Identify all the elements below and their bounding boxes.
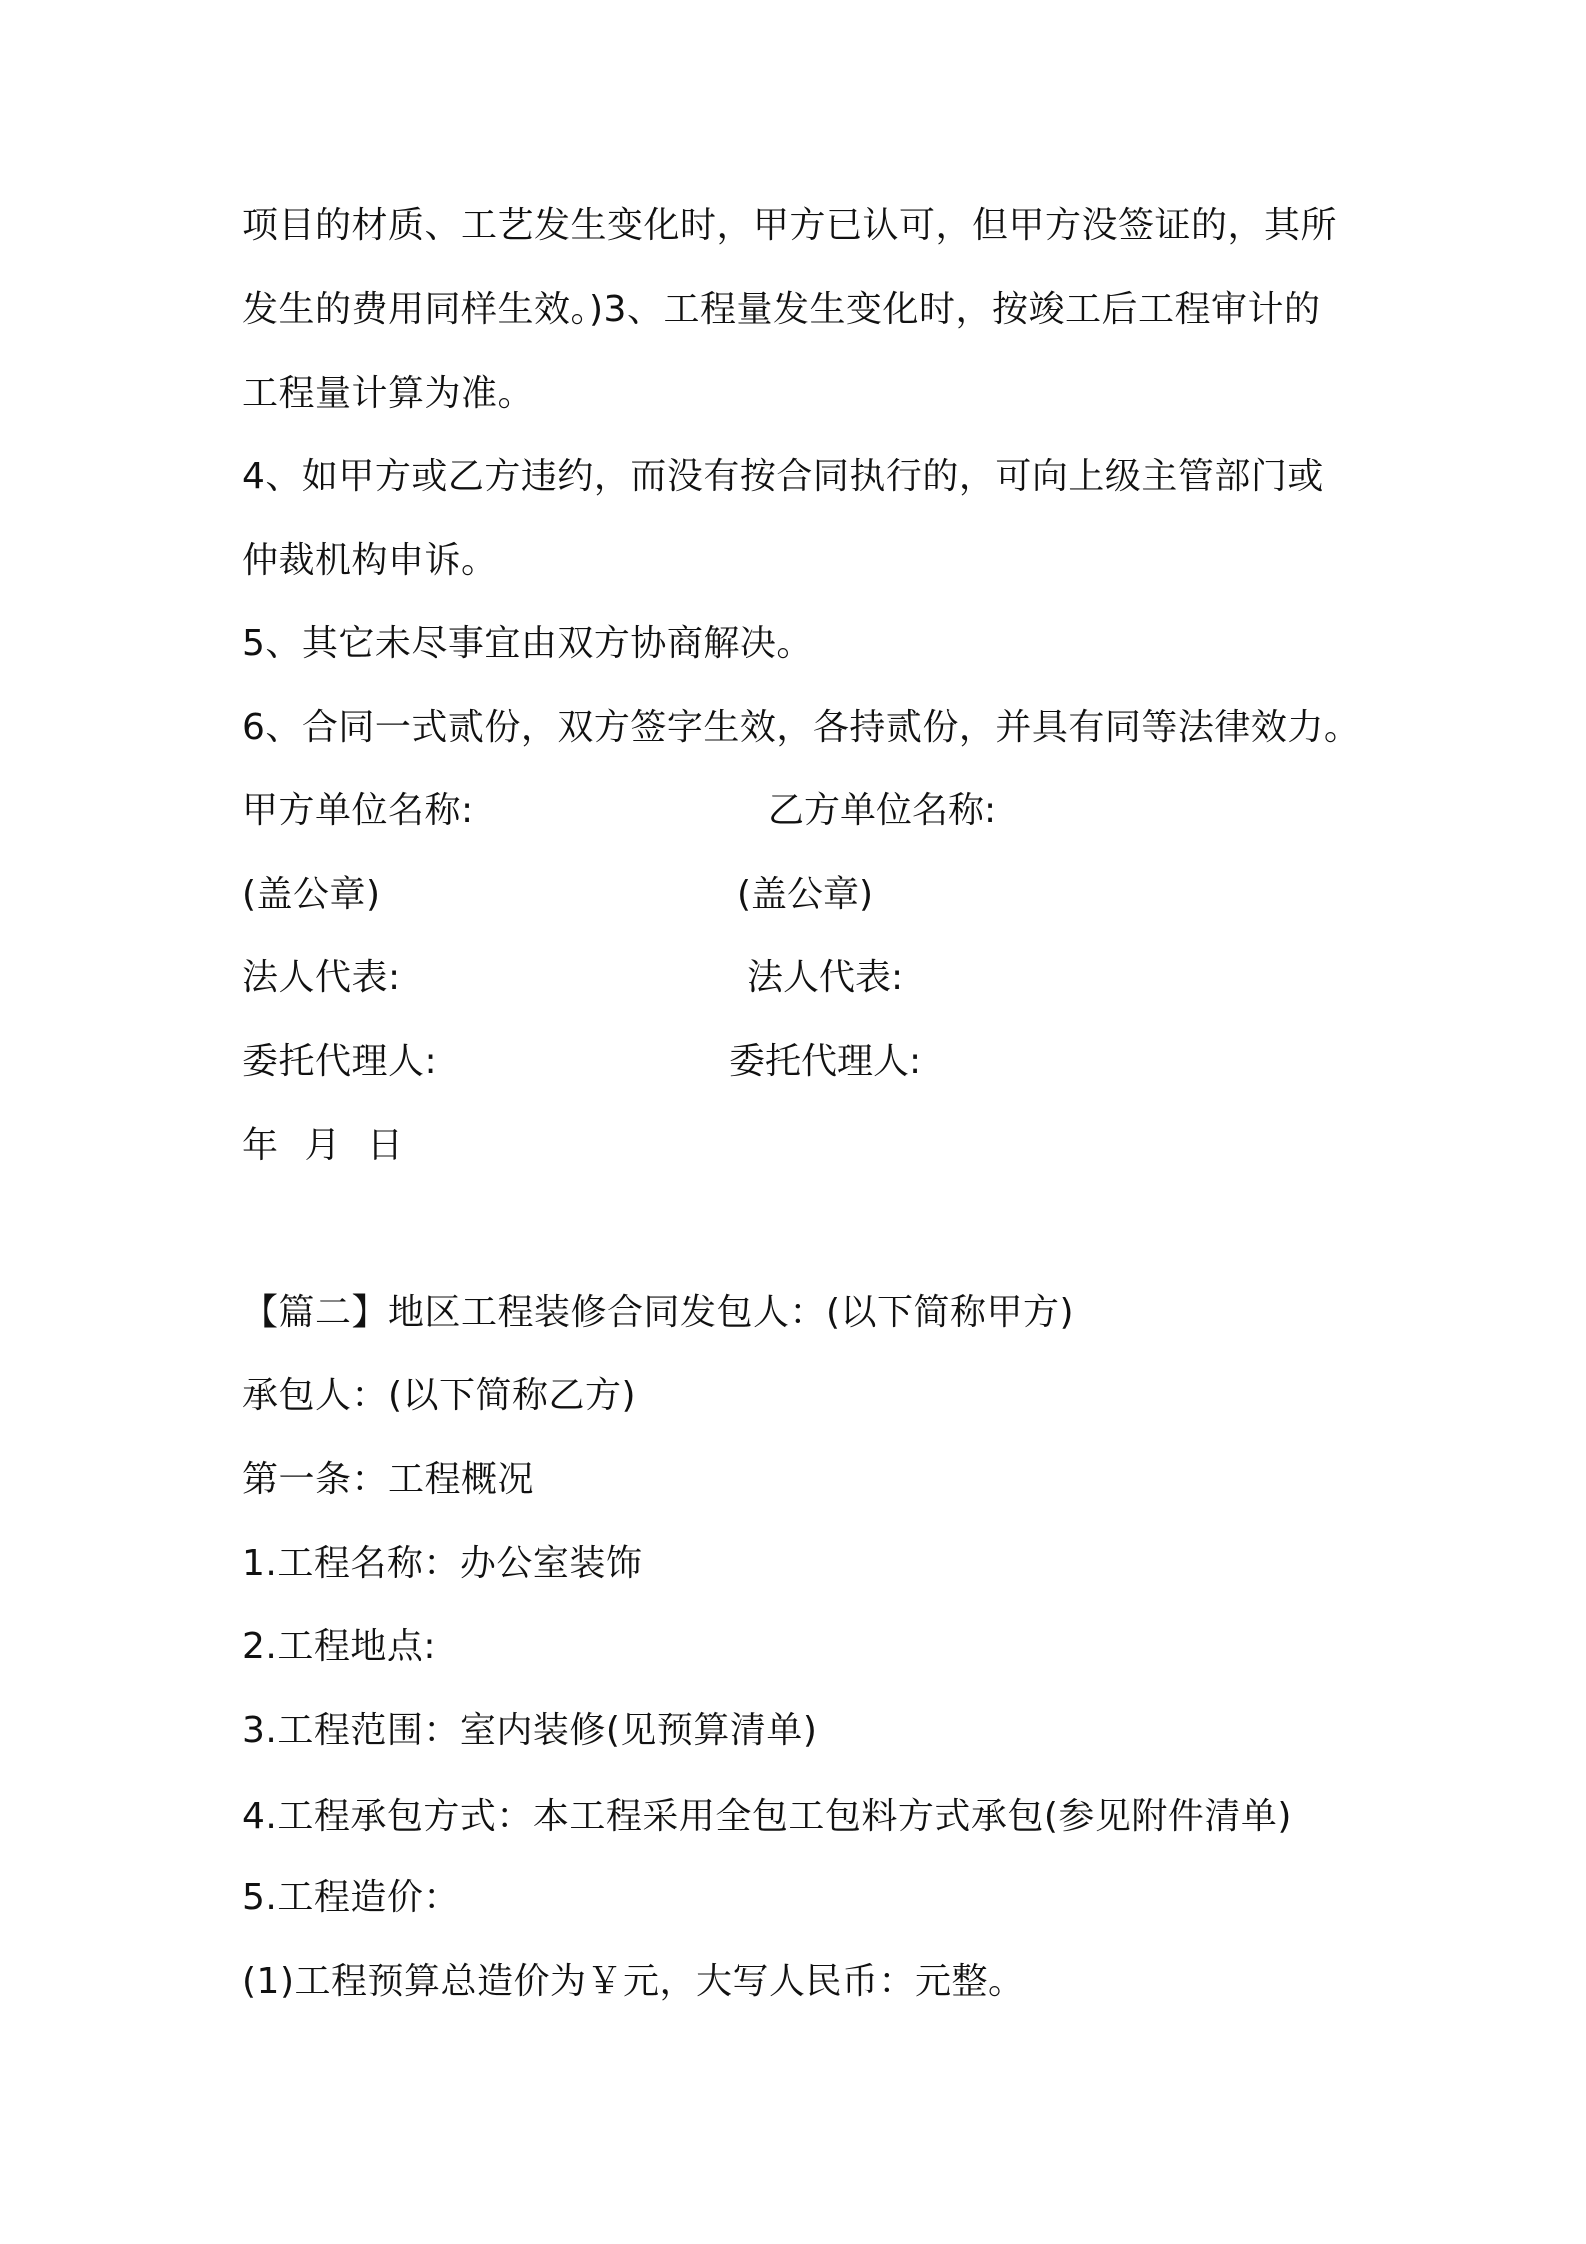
party-b-rep-label: 法人代表: — [747, 957, 904, 998]
project-name-line: 1.工程名称：办公室装饰 — [242, 1543, 643, 1584]
section-heading: 【篇二】地区工程装修合同发包人：(以下简称甲方) — [242, 1292, 1075, 1333]
body-line-4: 4、如甲方或乙方违约，而没有按合同执行的，可向上级主管部门或 — [242, 456, 1324, 497]
body-line-5: 仲裁机构申诉。 — [242, 540, 498, 581]
party-a-name-label: 甲方单位名称: — [242, 790, 474, 831]
party-b-name-label: 乙方单位名称: — [768, 790, 997, 831]
date-month-label: 月 — [304, 1125, 342, 1166]
body-line-1: 项目的材质、工艺发生变化时，甲方已认可，但甲方没签证的，其所 — [242, 205, 1338, 246]
contract-method-line: 4.工程承包方式：本工程采用全包工包料方式承包(参见附件清单) — [242, 1796, 1292, 1837]
body-line-7: 6、合同一式贰份，双方签字生效，各持贰份，并具有同等法律效力。 — [242, 707, 1361, 748]
body-line-6: 5、其它未尽事宜由双方协商解决。 — [242, 623, 813, 664]
body-line-3: 工程量计算为准。 — [242, 373, 535, 414]
body-line-2: 发生的费用同样生效。)3、工程量发生变化时，按竣工后工程审计的 — [242, 289, 1321, 330]
party-a-seal-label: (盖公章) — [242, 874, 381, 915]
article-1-title: 第一条：工程概况 — [242, 1459, 535, 1500]
party-b-agent-label: 委托代理人: — [729, 1041, 922, 1082]
signing-date — [242, 1122, 430, 1170]
date-year-label: 年 — [242, 1125, 279, 1166]
party-a-agent-label: 委托代理人: — [242, 1041, 438, 1082]
project-scope-line: 3.工程范围：室内装修(见预算清单) — [242, 1710, 818, 1751]
project-cost-line: 5.工程造价： — [242, 1877, 460, 1918]
project-location-line: 2.工程地点: — [242, 1626, 436, 1667]
party-a-rep-label: 法人代表: — [242, 957, 401, 998]
budget-total-line: (1)工程预算总造价为￥元，大写人民币：元整。 — [242, 1961, 1025, 2002]
contractor-line: 承包人：(以下简称乙方) — [242, 1375, 637, 1416]
party-b-seal-label: (盖公章) — [737, 874, 874, 915]
date-day-label: 日 — [367, 1125, 404, 1166]
